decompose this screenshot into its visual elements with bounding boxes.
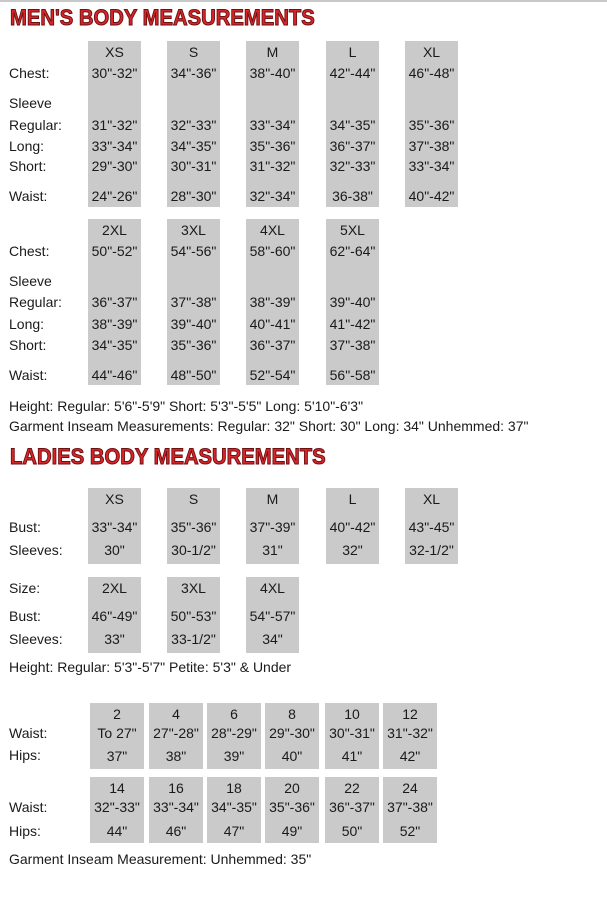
- size-header: 20: [284, 780, 300, 796]
- size-column-m: [246, 488, 299, 564]
- ladies-inseam-note: Garment Inseam Measurement: Unhemmed: 35": [9, 851, 312, 867]
- sleeves-value: 30": [104, 542, 125, 558]
- size-column-3xl: [167, 577, 220, 653]
- short-sleeve-value: 29"-30": [91, 158, 138, 174]
- size-column-4xl: [246, 219, 299, 385]
- size-header: L: [348, 491, 357, 507]
- size-header: S: [188, 491, 199, 507]
- size-column-xl: [405, 488, 458, 564]
- regular-sleeve-value: 32"-33": [170, 117, 217, 133]
- long-sleeve-value: 33"-34": [91, 138, 138, 154]
- row-label-short: Short:: [9, 158, 47, 174]
- row-label-waist: Waist:: [9, 799, 48, 815]
- size-column-22: [325, 777, 379, 843]
- waist-value: 48"-50": [170, 367, 217, 383]
- waist-value: 29"-30": [269, 725, 315, 741]
- chest-value: 30"-32": [91, 65, 138, 81]
- waist-value: 32"-33": [94, 799, 140, 815]
- waist-value: 28"-29": [211, 725, 257, 741]
- size-column-l: [326, 488, 379, 564]
- hips-value: 41": [341, 748, 363, 764]
- waist-value: 36-38": [332, 188, 373, 204]
- size-column-16: [149, 777, 203, 843]
- size-header: S: [188, 44, 199, 60]
- hips-value: 40": [281, 748, 303, 764]
- chest-value: 62"-64": [329, 243, 376, 259]
- row-label-waist: Waist:: [9, 367, 48, 383]
- hips-value: 47": [223, 823, 245, 839]
- size-header: 5XL: [340, 222, 365, 238]
- regular-sleeve-value: 39"-40": [329, 294, 376, 310]
- chest-value: 58"-60": [249, 243, 296, 259]
- size-column-xs: [88, 488, 141, 564]
- size-header: 24: [402, 780, 418, 796]
- waist-value: 44"-46": [91, 367, 138, 383]
- waist-value: To 27": [97, 725, 137, 741]
- row-label-sleeve: Sleeve: [9, 95, 52, 111]
- size-column-12: [383, 703, 437, 769]
- row-label-chest: Chest:: [9, 243, 50, 259]
- bust-value: 46"-49": [91, 608, 138, 624]
- size-column-4: [149, 703, 203, 769]
- sleeves-value: 34": [262, 631, 283, 647]
- size-column-xs: [88, 41, 141, 207]
- short-sleeve-value: 30"-31": [170, 158, 217, 174]
- size-header: 2: [113, 706, 121, 722]
- long-sleeve-value: 38"-39": [91, 316, 138, 332]
- short-sleeve-value: 31"-32": [249, 158, 296, 174]
- size-column-m: [246, 41, 299, 207]
- sleeves-value: 32": [342, 542, 363, 558]
- waist-value: 40"-42": [408, 188, 455, 204]
- row-label-sleeves: Sleeves:: [9, 542, 63, 558]
- waist-value: 31"-32": [387, 725, 433, 741]
- size-header: 4XL: [260, 222, 285, 238]
- mens-section-title: MEN'S BODY MEASUREMENTS: [10, 5, 315, 30]
- ladies-section-title: LADIES BODY MEASUREMENTS: [10, 444, 326, 469]
- mens-inseam-note: Garment Inseam Measurements: Regular: 32" Short: 30" Long: 34" Unhemmed: 37": [9, 418, 529, 434]
- long-sleeve-value: 39"-40": [170, 316, 217, 332]
- long-sleeve-value: 36"-37": [329, 138, 376, 154]
- size-header: 8: [288, 706, 296, 722]
- waist-value: 37"-38": [387, 799, 433, 815]
- size-header: 14: [109, 780, 125, 796]
- size-header: L: [348, 44, 357, 60]
- regular-sleeve-value: 38"-39": [249, 294, 296, 310]
- row-label-waist: Waist:: [9, 188, 48, 204]
- hips-value: 52": [399, 823, 421, 839]
- long-sleeve-value: 37"-38": [408, 138, 455, 154]
- hips-value: 49": [281, 823, 303, 839]
- size-header: XL: [422, 44, 441, 60]
- long-sleeve-value: 35"-36": [249, 138, 296, 154]
- chest-value: 54"-56": [170, 243, 217, 259]
- size-header: XS: [105, 491, 124, 507]
- waist-value: 36"-37": [329, 799, 375, 815]
- row-label-size: Size:: [9, 580, 41, 596]
- chest-value: 46"-48": [408, 65, 455, 81]
- size-column-10: [325, 703, 379, 769]
- waist-value: 24"-26": [91, 188, 138, 204]
- regular-sleeve-value: 37"-38": [170, 294, 217, 310]
- short-sleeve-value: 36"-37": [249, 337, 296, 353]
- row-label-sleeve: Sleeve: [9, 273, 52, 289]
- chest-value: 34"-36": [170, 65, 217, 81]
- size-header: 12: [402, 706, 418, 722]
- short-sleeve-value: 37"-38": [329, 337, 376, 353]
- waist-value: 56"-58": [329, 367, 376, 383]
- hips-value: 39": [223, 748, 245, 764]
- size-header: 22: [344, 780, 360, 796]
- hips-value: 46": [165, 823, 187, 839]
- size-column-s: [167, 488, 220, 564]
- row-label-regular: Regular:: [9, 117, 62, 133]
- waist-value: 33"-34": [153, 799, 199, 815]
- row-label-short: Short:: [9, 337, 47, 353]
- size-header: M: [266, 44, 279, 60]
- row-label-hips: Hips:: [9, 823, 41, 839]
- long-sleeve-value: 34"-35": [170, 138, 217, 154]
- sleeves-value: 30-1/2": [171, 542, 216, 558]
- hips-value: 37": [106, 748, 128, 764]
- size-header: 10: [344, 706, 360, 722]
- size-header: 2XL: [102, 580, 127, 596]
- regular-sleeve-value: 33"-34": [249, 117, 296, 133]
- hips-value: 44": [106, 823, 128, 839]
- short-sleeve-value: 34"-35": [91, 337, 138, 353]
- size-column-xl: [405, 41, 458, 207]
- bust-value: 37"-39": [249, 519, 296, 535]
- long-sleeve-value: 40"-41": [249, 316, 296, 332]
- chest-value: 38"-40": [249, 65, 296, 81]
- size-header: 6: [230, 706, 238, 722]
- bust-value: 40"-42": [329, 519, 376, 535]
- bust-value: 50"-53": [170, 608, 217, 624]
- size-column-2xl: [88, 577, 141, 653]
- waist-value: 35"-36": [269, 799, 315, 815]
- hips-value: 38": [165, 748, 187, 764]
- size-header: 18: [226, 780, 242, 796]
- row-label-regular: Regular:: [9, 294, 62, 310]
- size-column-3xl: [167, 219, 220, 385]
- size-column-s: [167, 41, 220, 207]
- size-column-4xl: [246, 577, 299, 653]
- mens-height-note: Height: Regular: 5'6"-5'9" Short: 5'3"-5'5" Long: 5'10"-6'3": [9, 398, 364, 414]
- size-column-6: [207, 703, 261, 769]
- waist-value: 28"-30": [170, 188, 217, 204]
- short-sleeve-value: 32"-33": [329, 158, 376, 174]
- size-header: 4: [172, 706, 180, 722]
- size-column-5xl: [326, 219, 379, 385]
- hips-value: 42": [399, 748, 421, 764]
- size-column-2: [90, 703, 144, 769]
- size-column-24: [383, 777, 437, 843]
- row-label-long: Long:: [9, 138, 45, 154]
- sleeves-value: 32-1/2": [409, 542, 454, 558]
- row-label-waist: Waist:: [9, 725, 48, 741]
- bust-value: 35"-36": [170, 519, 217, 535]
- sleeves-value: 33": [104, 631, 125, 647]
- short-sleeve-value: 33"-34": [408, 158, 455, 174]
- waist-value: 32"-34": [249, 188, 296, 204]
- waist-value: 27"-28": [153, 725, 199, 741]
- row-label-long: Long:: [9, 316, 45, 332]
- size-column-l: [326, 41, 379, 207]
- row-label-chest: Chest:: [9, 65, 50, 81]
- long-sleeve-value: 41"-42": [329, 316, 376, 332]
- chest-value: 50"-52": [91, 243, 138, 259]
- size-header: 16: [168, 780, 184, 796]
- bust-value: 54"-57": [249, 608, 296, 624]
- size-header: 3XL: [181, 580, 206, 596]
- row-label-bust: Bust:: [9, 519, 41, 535]
- size-header: XS: [105, 44, 124, 60]
- waist-value: 34"-35": [211, 799, 257, 815]
- bust-value: 43"-45": [408, 519, 455, 535]
- size-header: 2XL: [102, 222, 127, 238]
- size-column-14: [90, 777, 144, 843]
- regular-sleeve-value: 35"-36": [408, 117, 455, 133]
- waist-value: 52"-54": [249, 367, 296, 383]
- size-header: XL: [422, 491, 441, 507]
- size-column-20: [265, 777, 319, 843]
- row-label-hips: Hips:: [9, 747, 41, 763]
- sleeves-value: 31": [262, 542, 283, 558]
- size-header: 4XL: [260, 580, 285, 596]
- size-column-8: [265, 703, 319, 769]
- size-column-18: [207, 777, 261, 843]
- top-divider: [0, 0, 607, 2]
- chest-value: 42"-44": [329, 65, 376, 81]
- regular-sleeve-value: 36"-37": [91, 294, 138, 310]
- row-label-bust: Bust:: [9, 608, 41, 624]
- size-column-2xl: [88, 219, 141, 385]
- waist-value: 30"-31": [329, 725, 375, 741]
- sleeves-value: 33-1/2": [171, 631, 216, 647]
- bust-value: 33"-34": [91, 519, 138, 535]
- ladies-height-note: Height: Regular: 5'3"-5'7" Petite: 5'3" & Under: [9, 659, 292, 675]
- size-header: 3XL: [181, 222, 206, 238]
- row-label-sleeves: Sleeves:: [9, 631, 63, 647]
- regular-sleeve-value: 31"-32": [91, 117, 138, 133]
- regular-sleeve-value: 34"-35": [329, 117, 376, 133]
- size-header: M: [266, 491, 279, 507]
- short-sleeve-value: 35"-36": [170, 337, 217, 353]
- hips-value: 50": [341, 823, 363, 839]
